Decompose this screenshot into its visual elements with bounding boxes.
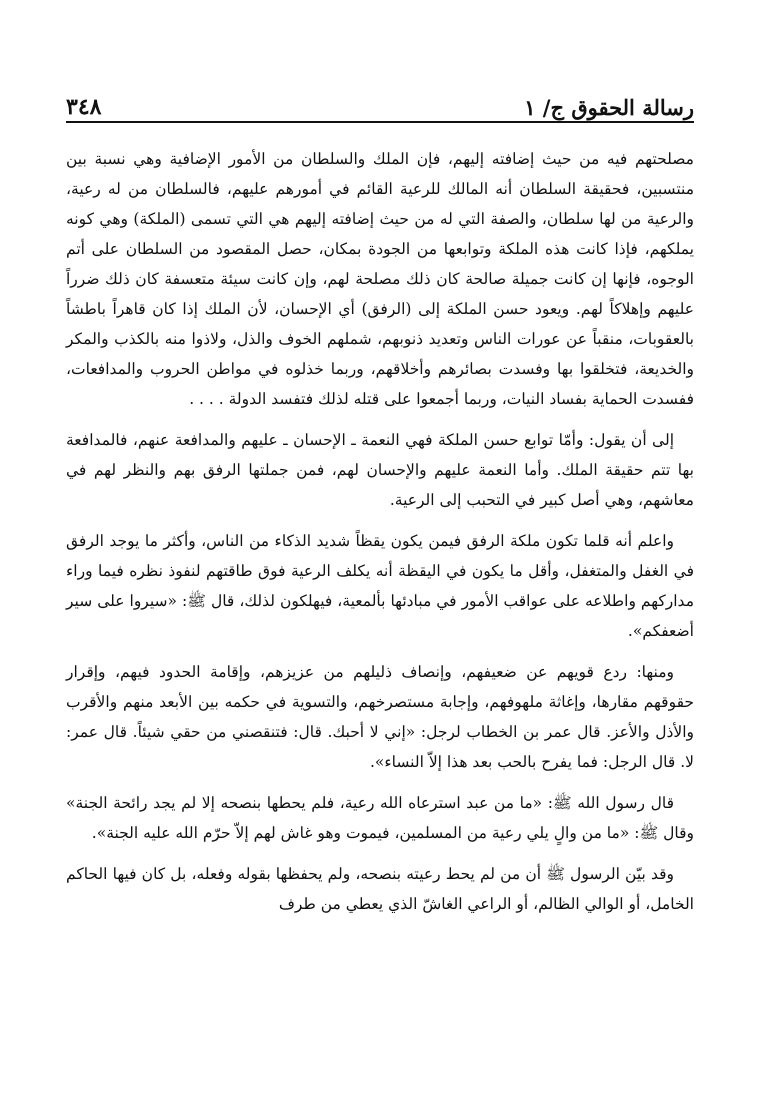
paragraph-4: ومنها: ردع قويهم عن ضعيفهم، وإنصاف ذليلهم من عزيزهم، وإقامة الحدود فيهم، وإقرار حقوقهم مقارها، وإغاثة ملهوفهم، وإجابة مستصرخهم، والتسوية في حكمه بين الأبعد منهم والأقرب والأذل والأعز. قال عمر بن الخطاب لرجل: «إني لا أحبك. قال: فتنقصني من حقي شيئاً. قال عمر: لا. قال الرجل: فما يفرح بالحب بعد هذا إلاّ النساء». <box>66 663 694 771</box>
running-header <box>66 86 694 120</box>
paragraph-1: مصلحتهم فيه من حيث إضافته إليهم، فإن الملك والسلطان من الأمور الإضافية وهي نسبة بين منتسبين، فحقيقة السلطان أنه المالك للرعية القائم في أمورهم عليهم، فالسلطان من له رعية، والرعية من لها سلطان، والصفة التي له من حيث إضافته إليهم هي التي تسمى (الملكة) وهي كونه يملكهم، فإذا كانت هذه الملكة وتوابعها من الجودة بمكان، حصل المقصود من السلطان على أتم الوجوه، فإنها إن كانت جميلة صالحة كان ذلك مصلحة لهم، وإن كانت سيئة متعسفة كان ذلك ضرراً عليهم وإهلاكاً لهم. ويعود حسن الملكة إلى (الرفق) أي الإحسان، لأن الملك إذا كان قاهراً باطشاً بالعقوبات، منقباً عن عورات الناس وتعديد ذنوبهم، شملهم الخوف والذل، ولاذوا منه بالكذب والمكر والخديعة، فتخلقوا بها وفسدت بصائرهم وأخلاقهم، وربما خذلوه في مواطن الحروب والمدافعات، ففسدت الحماية بفساد النيات، وربما أجمعوا على قتله لذلك فتفسد الدولة . . . . <box>66 150 694 408</box>
page-body <box>66 144 694 930</box>
paragraph-6: وقد بيّن الرسول ﷺ أن من لم يحط رعيته بنصحه، ولم يحفظها بقوله وفعله، بل كان فيها الحاكم الخامل، أو الوالي الظالم، أو الراعي الغاشّ الذي يعطي من طرف <box>66 865 694 913</box>
running-title: رسالة الحقوق ج/ ١ <box>524 95 694 120</box>
paragraph-5: قال رسول الله ﷺ: «ما من عبد استرعاه الله رعية، فلم يحطها بنصحه إلا لم يجد رائحة الجنة» وقال ﷺ: «ما من والٍ يلي رعية من المسلمين، فيموت وهو غاش لهم إلاّ حرّم الله عليه الجنة». <box>66 794 694 842</box>
header-rule <box>66 121 694 123</box>
paragraph-2: إلى أن يقول: وأمّا توابع حسن الملكة فهي النعمة ـ الإحسان ـ عليهم والمدافعة عنهم، فالمدافعة بها تتم حقيقة الملك. وأما النعمة عليهم والإحسان لهم، فمن جملتها الرفق بهم والنظر لهم في معاشهم، وهي أصل كبير في التحبب إلى الرعية. <box>66 431 694 509</box>
paragraph-3: واعلم أنه قلما تكون ملكة الرفق فيمن يكون يقظاً شديد الذكاء من الناس، وأكثر ما يوجد الرفق في الغفل والمتغفل، وأقل ما يكون في اليقظة أنه يكلف الرعية فوق طاقتهم لنفوذ نظره فيما وراء مداركهم واطلاعه على عواقب الأمور في مبادئها بألمعية، فيهلكون لذلك، قال ﷺ: «سيروا على سير أضعفكم». <box>66 532 694 640</box>
page-number: ٣٤٨ <box>66 94 102 120</box>
